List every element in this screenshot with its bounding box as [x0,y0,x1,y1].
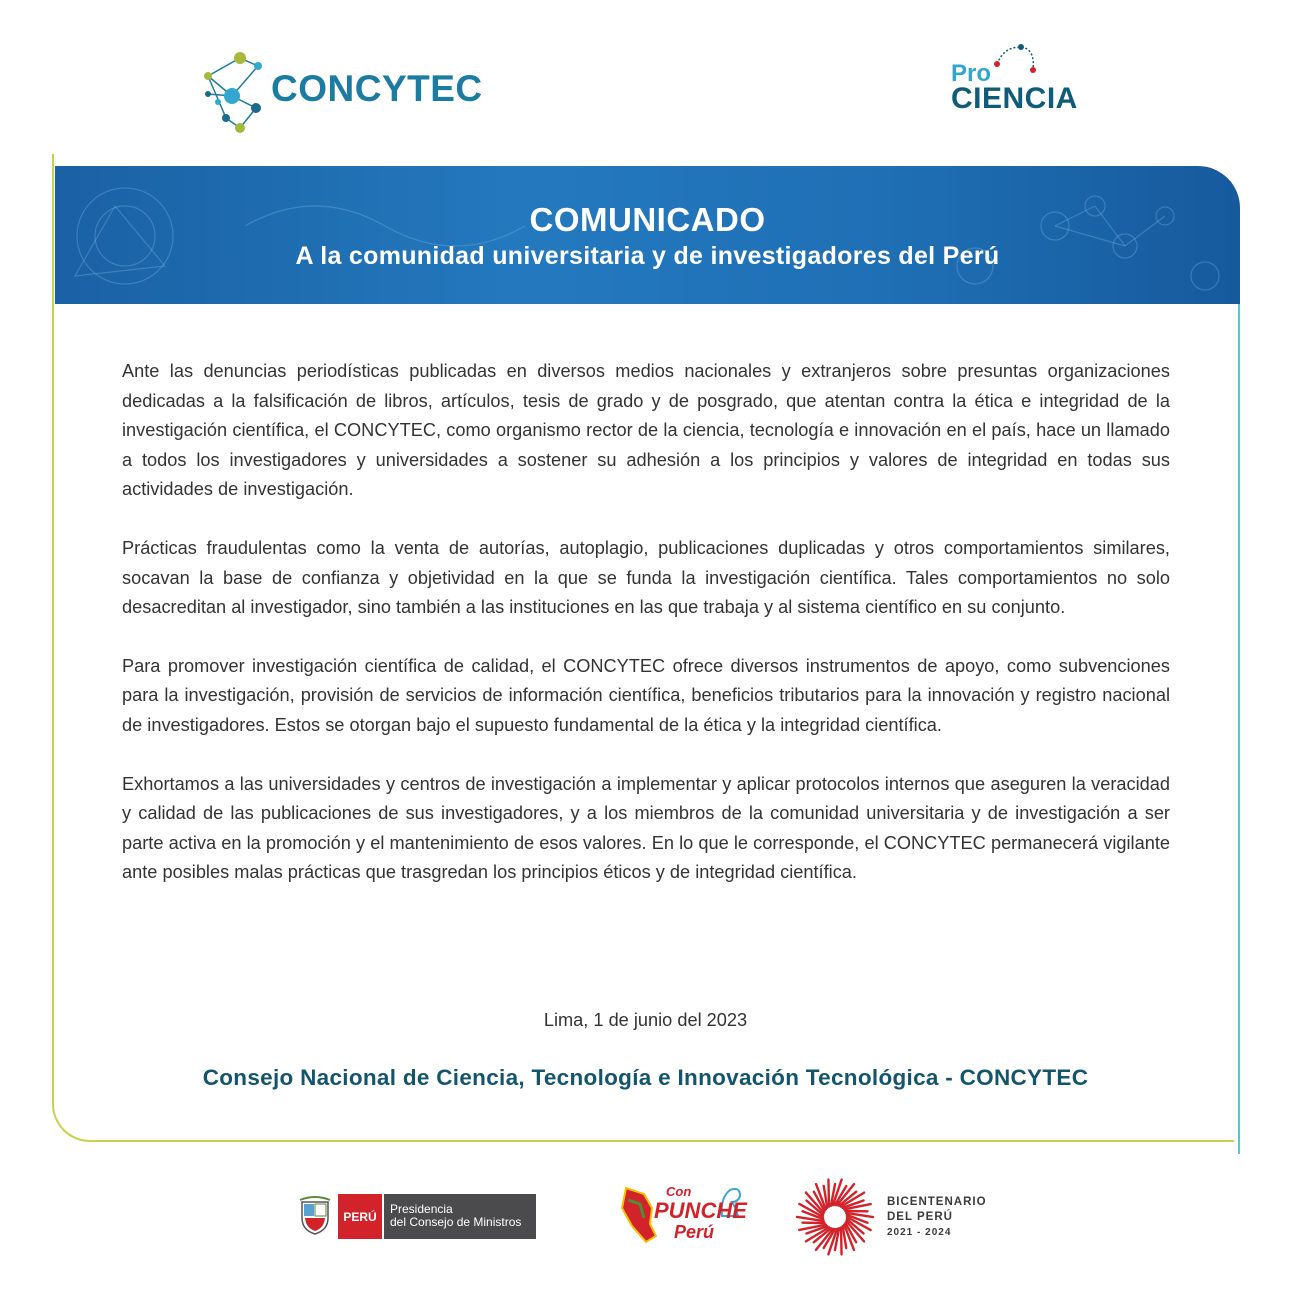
paragraph-4: Exhortamos a las universidades y centros de investigación a implementar y aplicar protocolos internos que aseguren la veracidad y calidad de las publicaciones de sus investigadores, y a los miembros de la comunidad universitaria y de investigación a ser parte activa en la promoción y el mantenimiento de esos valores. En lo que le corresponde, el CONCYTEC permanecerá vigilante ante posibles malas prácticas que trasgredan los principios éticos y de integridad científica. [122,773,1170,883]
concytec-wordmark: CONCYTEC [271,68,483,109]
frame-bottom-border [90,1140,1234,1142]
communique-body [122,357,1170,917]
peru-label-box: PERÚ [338,1194,382,1239]
sun-ray [841,1227,842,1254]
sun-ray [828,1180,829,1207]
pcm-line-2: del Consejo de Ministros [390,1215,522,1229]
banner-title: COMUNICADO [529,201,766,238]
pcm-line-1: Presidencia [390,1202,453,1216]
bicentenario-sun-icon [794,1176,876,1258]
concytec-logo [198,46,498,136]
paragraph-2: Prácticas fraudulentas como la venta de autorías, autoplagio, publicaciones duplicadas y otros comportamientos similares, socavan la base de confianza y objetividad en la que se funda la investigación científica. Tales comportamientos no solo desacreditan al investigador, sino también a las instituciones en las que trabaja y al sistema científico en su conjunto. [122,537,1170,618]
bicent-line-1: BICENTENARIO [887,1196,987,1208]
punche-peru-text: Perú [674,1222,715,1242]
issue-date: Lima, 1 de junio del 2023 [543,1010,748,1030]
concytec-molecule-icon [198,46,278,136]
prociencia-arc-icon [991,40,1041,80]
pcm-label-box [384,1194,536,1239]
bicentenario-logo [794,1176,1014,1256]
paragraph-1: Ante las denuncias periodísticas publicadas en diversos medios nacionales y extranjeros sobre presuntas organizaciones dedicadas a la falsificación de libros, artículos, tesis de grado y de posgrado, que atentan contra la ética e integridad de la investigación científica, el CONCYTEC, como organismo rector de la ciencia, tecnología e innovación en el país, hace un llamado a todos los investigadores y universidades a sostener su adhesión a los principios y valores de integridad en todas sus actividades de investigación. [122,361,1170,500]
punche-con-text: Con [666,1184,692,1199]
prociencia-ciencia-text: CIENCIA [951,82,1078,115]
peru-shield-icon [298,1196,332,1236]
prociencia-pro-text: Pro [951,60,992,87]
prociencia-logo [946,40,1106,120]
bicent-line-3: 2021 - 2024 [887,1227,952,1238]
title-banner [55,166,1240,304]
bicent-line-2: DEL PERÚ [887,1211,953,1223]
signature: Consejo Nacional de Ciencia, Tecnología e Innovación Tecnológica - CONCYTEC [202,1065,1089,1090]
pcm-logo [298,1192,538,1240]
banner-subtitle: A la comunidad universitaria y de investigadores del Perú [295,242,1000,270]
punche-main-text: PUNCHE [654,1198,747,1223]
paragraph-3: Para promover investigación científica de calidad, el CONCYTEC ofrece diversos instrumentos de apoyo, como subvenciones para la investigación, provisión de servicios de información científica, beneficios tributarios para la innovación y registro nacional de investigadores. Estos se otorgan bajo el supuesto fundamental de la ética y la integridad científica. [122,655,1170,735]
con-punche-peru-logo [616,1178,746,1250]
